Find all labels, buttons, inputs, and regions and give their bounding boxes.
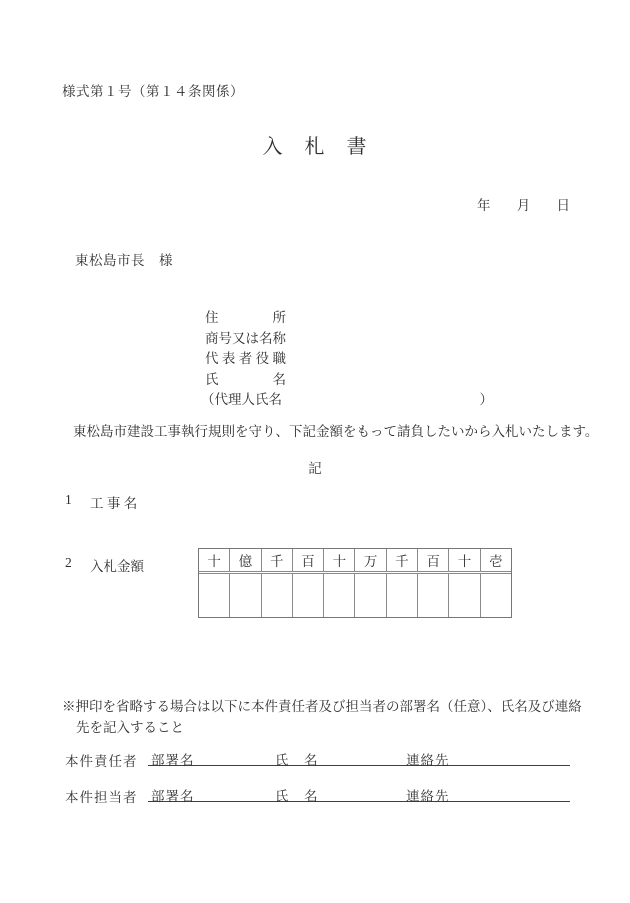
digit-header-ten-billions: 十	[199, 549, 230, 571]
responsible-department-label: 部署名	[151, 753, 195, 768]
digit-header-hundreds: 百	[418, 549, 449, 571]
agent-name-close-paren: ）	[479, 392, 493, 408]
amount-digit-cell	[481, 574, 511, 617]
amount-digit-cell	[387, 574, 418, 617]
amount-digit-cell	[199, 574, 230, 617]
amount-digit-cell	[293, 574, 324, 617]
digit-header-ones: 壱	[489, 554, 503, 569]
amount-digit-cell	[449, 574, 480, 617]
person-in-charge-contact-label: 連絡先	[406, 789, 450, 804]
agent-name-open: （代理人氏名	[201, 392, 282, 408]
digit-header-ten-millions: 百	[293, 549, 324, 571]
bid-amount-table-entry-row	[199, 574, 511, 617]
digit-header-man: 万	[355, 549, 386, 571]
page-title: 入 札 書	[262, 136, 368, 158]
item-bid-amount	[65, 555, 144, 575]
item-bid-amount-label: 入札金額	[90, 559, 144, 574]
amount-digit-cell	[324, 574, 355, 617]
person-in-charge-department-label: 部署名	[151, 789, 195, 804]
person-name-label-first: 氏	[205, 371, 219, 387]
person-in-charge-fill-line	[148, 785, 570, 802]
date-month-label: 月	[516, 198, 531, 213]
form-number: 様式第１号（第１４条関係）	[62, 84, 244, 99]
declaration-text: 東松島市建設工事執行規則を守り、下記金額をもって請負したいから入札いたします。	[73, 424, 599, 439]
record-marker: 記	[308, 461, 322, 476]
digit-header-hundred-millions: 千	[262, 549, 293, 571]
company-name-label: 商号又は名称	[205, 330, 286, 346]
person-in-charge-role-label: 本件担当者	[65, 790, 138, 805]
digit-header-thousands: 千	[387, 549, 418, 571]
bid-amount-table-header	[199, 549, 511, 574]
amount-digit-cell	[230, 574, 261, 617]
item-bid-amount-number: 2	[65, 555, 72, 570]
person-in-charge-name-label: 氏 名	[275, 789, 319, 804]
date-day-label: 日	[556, 198, 570, 213]
person-name-label-last: 名	[272, 371, 286, 387]
person-name-label	[205, 368, 286, 389]
person-in-charge-row	[65, 786, 570, 803]
bid-amount-table	[198, 548, 512, 618]
amount-digit-cell	[262, 574, 293, 617]
responsible-person-fill-line	[148, 749, 570, 766]
seal-note-line2: 先を記入すること	[76, 720, 184, 735]
amount-digit-cell	[355, 574, 386, 617]
bidder-info-block	[201, 306, 493, 409]
addressee: 東松島市長 様	[75, 253, 173, 268]
digit-header-tens: 十	[449, 549, 480, 571]
digit-header-millions: 十	[324, 549, 355, 571]
responsible-person-role-label: 本件責任者	[65, 754, 138, 769]
item-work-name	[65, 492, 137, 512]
address-label	[205, 306, 286, 327]
responsible-name-label: 氏 名	[275, 753, 319, 768]
digit-header-billions: 億	[230, 549, 261, 571]
item-work-name-label: 工 事 名	[90, 496, 138, 511]
date-line	[477, 194, 570, 214]
address-label-last: 所	[272, 310, 286, 325]
responsible-person-row	[65, 750, 570, 767]
address-label-first: 住	[205, 310, 219, 325]
date-year-label: 年	[477, 198, 491, 213]
seal-note-line1: ※押印を省略する場合は以下に本件責任者及び担当者の部署名（任意）、氏名及び連絡	[62, 699, 582, 714]
responsible-contact-label: 連絡先	[406, 753, 450, 768]
item-work-name-number: 1	[65, 492, 72, 507]
agent-name-label	[201, 388, 493, 409]
representative-title-label: 代 表 者 役 職	[205, 351, 286, 367]
amount-digit-cell	[418, 574, 449, 617]
